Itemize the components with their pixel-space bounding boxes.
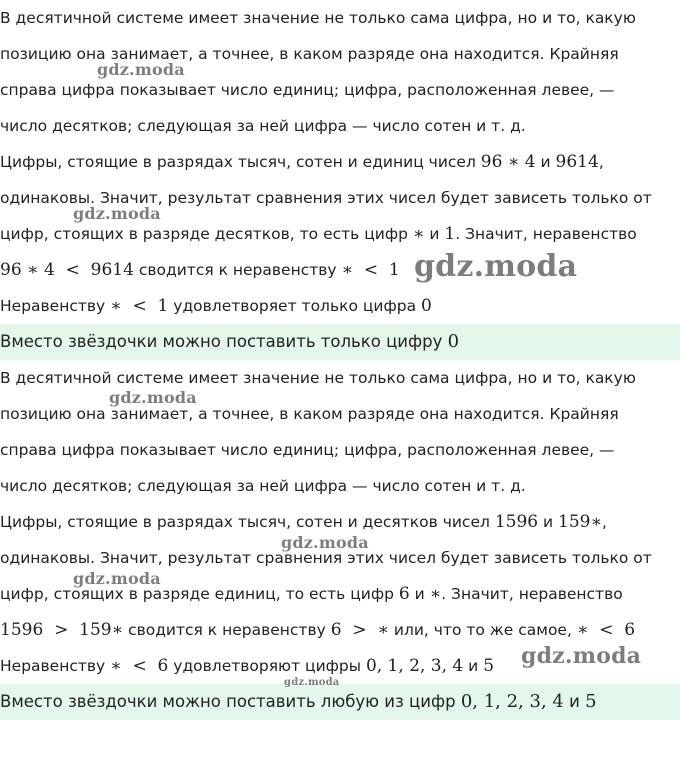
block1-line3: справа цифра показывает число единиц; цифра, расположенная левее, — (0, 81, 615, 99)
text: и (538, 513, 559, 531)
text: . Значит, неравенство (455, 225, 637, 243)
text: и (463, 657, 484, 675)
block1-line4: число десятков; следующая за ней цифра — число сотен и т. д. (0, 117, 526, 135)
answer-text: Вместо звёздочки можно поставить только цифру (0, 332, 448, 351)
block2-answer (0, 684, 680, 720)
math: 9614 (555, 152, 599, 172)
block1-line1: В десятичной системе имеет значение не только сама цифра, но и то, какую (0, 9, 636, 27)
block1-answer (0, 324, 680, 360)
text: сводится к неравенству (123, 621, 331, 639)
text: и (409, 585, 430, 603)
watermark: gdz.moda (414, 249, 578, 284)
answer-math: 0, 1, 2, 3, 4 (460, 691, 564, 712)
math: 6 (398, 584, 410, 604)
answer-text: и (563, 692, 586, 711)
block2-line1: В десятичной системе имеет значение не только сама цифра, но и то, какую (0, 369, 636, 387)
math: 6 > ∗ (330, 620, 389, 640)
watermark: gdz.moda (281, 533, 369, 552)
text: Цифры, стоящие в разрядах тысяч, сотен и единиц чисел (0, 153, 481, 171)
text: . Значит, неравенство (441, 585, 623, 603)
answer-text: Вместо звёздочки можно поставить любую из цифр (0, 692, 461, 711)
text: Неравенству (0, 657, 111, 675)
block1-line9 (0, 288, 680, 324)
math: 0 (421, 296, 432, 316)
text: цифр, стоящих в разряде десятков, то есть цифр (0, 225, 413, 243)
math: 1596 (494, 512, 539, 532)
math: ∗ (429, 584, 442, 604)
block2-line6: одинаковы. Значит, результат сравнения этих чисел будет зависеть только от (0, 549, 652, 567)
text: или, что то же самое, (388, 621, 577, 639)
watermark: gdz.moda (97, 60, 185, 79)
block2-line2: позицию она занимает, а точнее, в каком разряде она находится. Крайняя (0, 405, 619, 423)
text: Неравенству (0, 297, 111, 315)
math: 0, 1, 2, 3, 4 (365, 656, 464, 676)
math: 1596 > 159∗ (0, 620, 124, 640)
block2-line3: справа цифра показывает число единиц; цифра, расположенная левее, — (0, 441, 615, 459)
math: 96 ∗ 4 (480, 152, 536, 172)
text: , (602, 513, 607, 531)
math: ∗ (412, 224, 425, 244)
math: 5 (483, 656, 495, 676)
answer-math: 0 (447, 331, 460, 352)
block1-line5 (0, 144, 680, 180)
block1-line8 (0, 252, 680, 288)
text: , (598, 153, 604, 171)
watermark: gdz.moda (521, 643, 642, 669)
text: удовлетворяет только цифра (168, 297, 422, 315)
math: 159∗ (558, 512, 603, 532)
math: ∗ < 1 (341, 260, 400, 280)
text: Цифры, стоящие в разрядах тысяч, сотен и десятков чисел (0, 513, 495, 531)
watermark: gdz.moda (73, 569, 161, 588)
text: сводится к неравенству (133, 261, 342, 279)
math: 96 ∗ 4 < 9614 (0, 260, 134, 280)
watermark: gdz.moda (284, 677, 340, 688)
math: ∗ < 1 (110, 296, 169, 316)
watermark: gdz.moda (109, 388, 197, 407)
answer-math: 5 (585, 691, 597, 712)
text: цифр, стоящих в разряде единиц, то есть цифр (0, 585, 399, 603)
text: и (424, 225, 445, 243)
math: 1 (444, 224, 456, 244)
text: удовлетворяют цифры (168, 657, 366, 675)
block1-line6: одинаковы. Значит, результат сравнения этих чисел будет зависеть только от (0, 189, 652, 207)
math: ∗ < 6 (576, 620, 636, 640)
block1-line2: позицию она занимает, а точнее, в каком разряде она находится. Крайняя (0, 45, 619, 63)
block2-line4: число десятков; следующая за ней цифра — число сотен и т. д. (0, 477, 526, 495)
watermark: gdz.moda (73, 204, 161, 223)
text: и (535, 153, 556, 171)
math: ∗ < 6 (110, 656, 169, 676)
